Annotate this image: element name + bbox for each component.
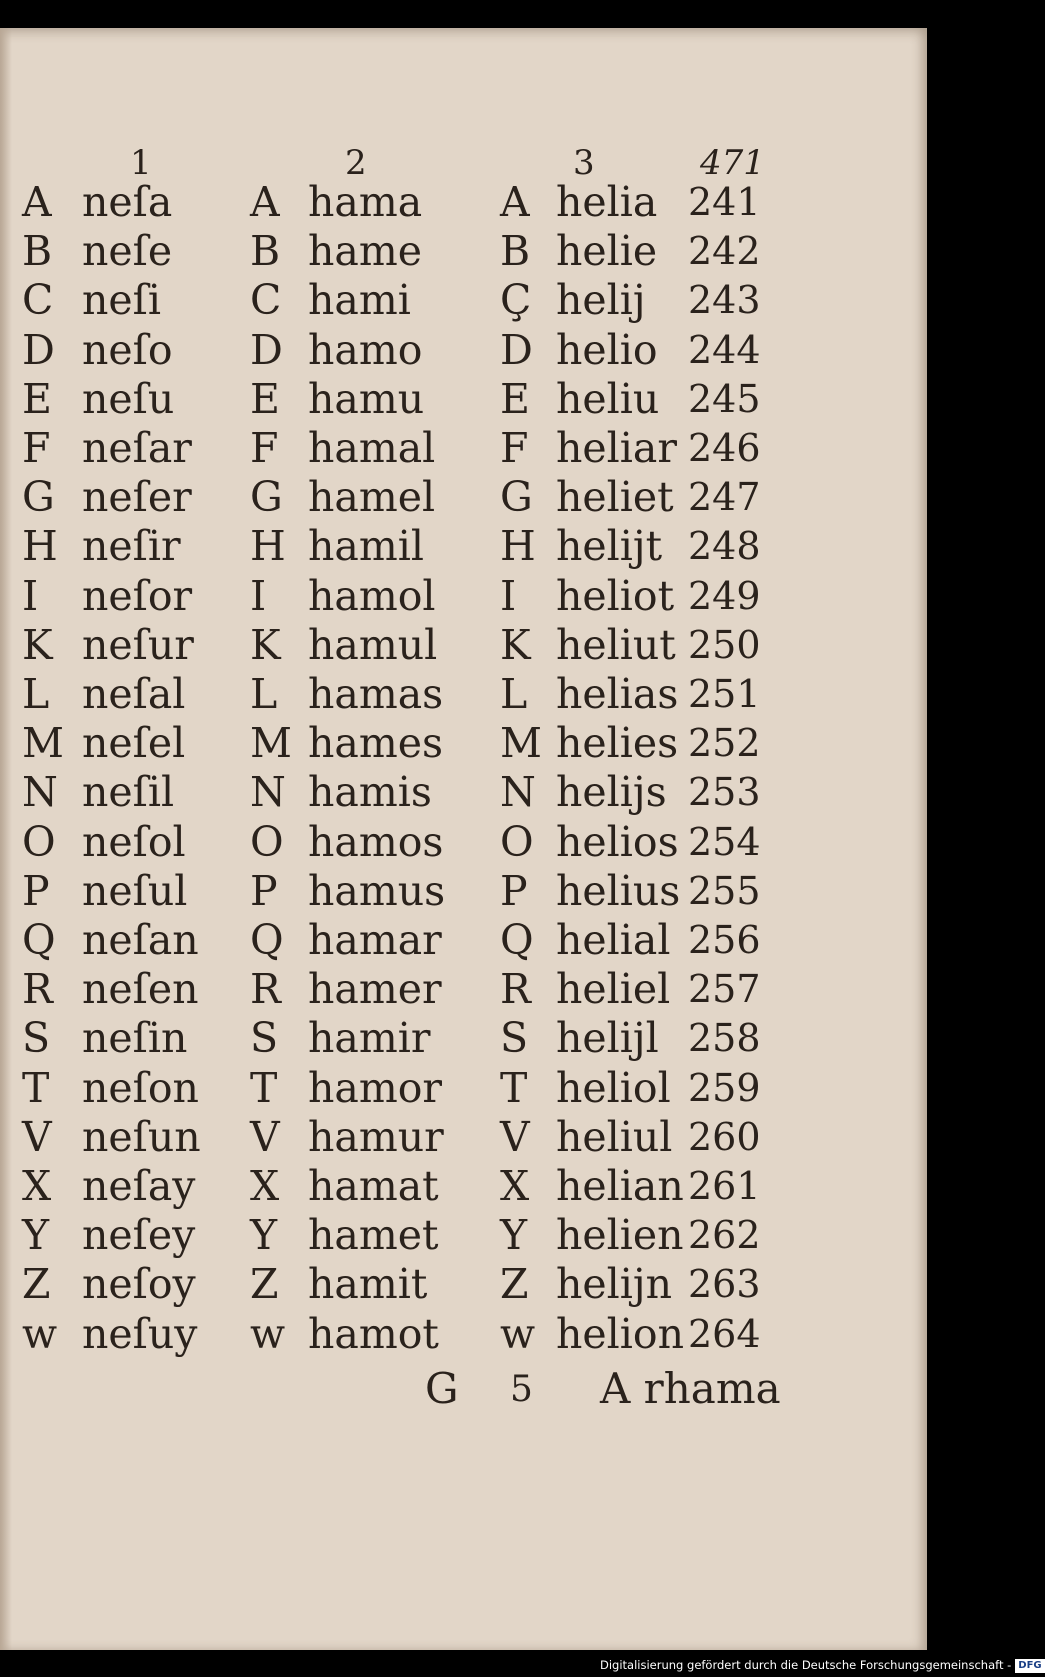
- row-word-col1: neſur: [82, 620, 194, 669]
- row-letter-col2: G: [250, 473, 283, 522]
- table-row: [0, 768, 927, 817]
- row-letter-col3: E: [500, 374, 530, 423]
- table-row: [0, 178, 927, 227]
- row-letter-col3: T: [500, 1063, 528, 1112]
- row-number: 253: [688, 770, 761, 815]
- row-letter-col3: Q: [500, 916, 534, 964]
- row-letter-col3: N: [500, 768, 536, 817]
- row-letter-col2: K: [250, 620, 281, 669]
- row-letter-col3: D: [500, 325, 533, 374]
- table-row: [0, 670, 927, 719]
- row-number: 256: [688, 918, 761, 962]
- row-letter-col1: C: [22, 276, 54, 325]
- row-letter-col1: R: [22, 965, 53, 1014]
- catchword: A rhama: [600, 1364, 781, 1413]
- row-word-col1: neſon: [82, 1063, 199, 1112]
- row-letter-col2: Q: [250, 916, 284, 964]
- row-letter-col2: T: [250, 1063, 278, 1112]
- row-word-col2: hamat: [308, 1162, 439, 1210]
- row-letter-col1: Y: [22, 1211, 50, 1260]
- table-row: [0, 1162, 927, 1211]
- row-letter-col3: I: [500, 571, 517, 620]
- row-number: 259: [688, 1065, 761, 1110]
- row-word-col2: hamit: [308, 1260, 428, 1309]
- table-row: [0, 522, 927, 571]
- row-letter-col2: R: [250, 965, 281, 1014]
- row-word-col2: hamel: [308, 473, 436, 522]
- table-row: [0, 1260, 927, 1309]
- credit-text: Digitalisierung gefördert durch die Deutsche Forschungsgemeinschaft -: [600, 1658, 1012, 1672]
- row-letter-col1: S: [22, 1014, 51, 1063]
- row-word-col2: hamis: [308, 768, 432, 817]
- row-word-col1: neſen: [82, 965, 199, 1014]
- row-letter-col2: O: [250, 817, 284, 866]
- row-word-col1: neſay: [82, 1162, 196, 1210]
- row-word-col1: neſuy: [82, 1309, 198, 1358]
- table-row: [0, 473, 927, 522]
- row-letter-col3: R: [500, 965, 531, 1014]
- row-word-col2: hamus: [308, 866, 446, 915]
- row-letter-col1: Q: [22, 916, 56, 964]
- table-row: [0, 867, 927, 916]
- column-header-2: 2: [345, 143, 367, 183]
- signature-number: 5: [510, 1369, 533, 1410]
- row-letter-col1: Z: [22, 1260, 51, 1309]
- row-word-col1: neſol: [82, 817, 186, 866]
- row-letter-col1: I: [22, 571, 39, 620]
- row-letter-col3: O: [500, 817, 534, 866]
- row-letter-col2: H: [250, 522, 286, 571]
- column-header-1: 1: [130, 143, 152, 183]
- row-letter-col3: L: [500, 670, 528, 718]
- table-row: [0, 375, 927, 424]
- row-word-col2: hamu: [308, 374, 425, 423]
- row-number: 242: [688, 229, 761, 274]
- row-letter-col2: D: [250, 325, 283, 374]
- row-word-col1: neſan: [82, 916, 199, 964]
- row-word-col2: hamul: [308, 620, 438, 669]
- row-number: 249: [688, 573, 761, 618]
- row-word-col1: neſor: [82, 571, 193, 620]
- row-word-col1: neſun: [82, 1112, 201, 1161]
- row-letter-col3: Ç: [500, 276, 532, 325]
- row-word-col2: hamir: [308, 1014, 431, 1063]
- row-number: 258: [688, 1016, 761, 1061]
- row-word-col3: heliul: [556, 1112, 673, 1161]
- row-word-col3: helia: [556, 178, 658, 226]
- row-letter-col3: Z: [500, 1260, 529, 1309]
- book-page: [0, 28, 927, 1650]
- row-letter-col3: H: [500, 522, 536, 571]
- row-word-col3: heliot: [556, 571, 675, 620]
- row-letter-col2: B: [250, 227, 281, 276]
- digitization-credit: [600, 1655, 1042, 1675]
- row-word-col2: hamor: [308, 1063, 443, 1112]
- row-letter-col2: L: [250, 670, 278, 718]
- row-word-col3: helius: [556, 866, 681, 915]
- row-word-col3: helies: [556, 719, 679, 768]
- row-letter-col2: P: [250, 866, 278, 915]
- row-letter-col2: M: [250, 719, 292, 768]
- row-number: 248: [688, 524, 761, 569]
- row-word-col3: helijt: [556, 522, 663, 571]
- row-letter-col1: N: [22, 768, 58, 817]
- row-number: 243: [688, 278, 761, 323]
- row-word-col2: hamur: [308, 1112, 444, 1161]
- row-letter-col2: F: [250, 424, 279, 472]
- row-letter-col3: G: [500, 473, 533, 522]
- row-letter-col1: O: [22, 817, 56, 866]
- row-word-col3: heliar: [556, 424, 677, 472]
- row-word-col2: hamil: [308, 522, 424, 571]
- row-letter-col1: H: [22, 522, 58, 571]
- row-word-col1: neſe: [82, 227, 173, 276]
- row-word-col2: hamos: [308, 817, 444, 866]
- row-word-col2: hamer: [308, 965, 442, 1014]
- row-word-col1: neſin: [82, 1014, 188, 1063]
- row-letter-col1: T: [22, 1063, 50, 1112]
- row-word-col2: hama: [308, 178, 423, 226]
- table-row: [0, 276, 927, 325]
- row-letter-col1: E: [22, 374, 52, 423]
- row-word-col3: helios: [556, 817, 679, 866]
- row-letter-col1: D: [22, 325, 55, 374]
- row-word-col3: helias: [556, 670, 679, 718]
- row-letter-col2: C: [250, 276, 282, 325]
- row-letter-col3: K: [500, 620, 531, 669]
- row-number: 260: [688, 1114, 761, 1159]
- row-word-col1: neſul: [82, 866, 188, 915]
- row-word-col3: heliet: [556, 473, 674, 522]
- row-letter-col2: N: [250, 768, 286, 817]
- row-word-col1: neſel: [82, 719, 186, 768]
- row-letter-col2: w: [250, 1309, 286, 1358]
- table-row: [0, 916, 927, 965]
- row-word-col2: hames: [308, 719, 444, 768]
- row-letter-col1: F: [22, 424, 51, 472]
- row-letter-col1: w: [22, 1309, 58, 1358]
- row-word-col2: hami: [308, 276, 411, 325]
- row-word-col3: heliel: [556, 965, 671, 1014]
- row-word-col3: helian: [556, 1162, 684, 1210]
- signature-mark: G: [425, 1364, 459, 1413]
- row-letter-col2: Y: [250, 1211, 278, 1260]
- row-word-col1: neſi: [82, 276, 161, 325]
- row-letter-col3: A: [500, 178, 530, 226]
- row-word-col3: helion: [556, 1309, 684, 1358]
- column-header-3: 3: [573, 143, 595, 183]
- row-number: 255: [688, 868, 761, 913]
- row-word-col2: hamot: [308, 1309, 439, 1358]
- table-row: [0, 1113, 927, 1162]
- row-word-col3: helien: [556, 1211, 684, 1260]
- row-letter-col1: X: [22, 1162, 52, 1210]
- row-word-col1: neſey: [82, 1211, 196, 1260]
- row-word-col2: hamet: [308, 1211, 439, 1260]
- row-number: 245: [688, 376, 761, 421]
- row-letter-col3: F: [500, 424, 529, 472]
- row-letter-col3: S: [500, 1014, 529, 1063]
- row-number: 250: [688, 622, 761, 667]
- row-word-col2: hame: [308, 227, 422, 276]
- table-row: [0, 227, 927, 276]
- row-word-col1: neſo: [82, 325, 173, 374]
- row-word-col2: hamal: [308, 424, 436, 472]
- row-word-col1: neſir: [82, 522, 181, 571]
- row-letter-col2: E: [250, 374, 280, 423]
- row-word-col3: heliut: [556, 620, 676, 669]
- row-letter-col3: P: [500, 866, 528, 915]
- row-word-col3: helio: [556, 325, 658, 374]
- row-number: 261: [688, 1164, 761, 1208]
- row-number: 252: [688, 721, 761, 766]
- row-word-col2: hamo: [308, 325, 423, 374]
- table-row: [0, 1064, 927, 1113]
- row-word-col2: hamas: [308, 670, 444, 718]
- row-word-col3: heliol: [556, 1063, 671, 1112]
- row-letter-col3: V: [500, 1112, 530, 1161]
- row-number: 264: [688, 1311, 761, 1356]
- table-row: [0, 1211, 927, 1260]
- row-letter-col2: S: [250, 1014, 279, 1063]
- row-word-col1: neſu: [82, 374, 175, 423]
- row-number: 263: [688, 1262, 761, 1307]
- row-number: 254: [688, 819, 761, 864]
- table-row: [0, 424, 927, 473]
- row-number: 241: [688, 180, 761, 224]
- row-number: 262: [688, 1213, 761, 1258]
- row-word-col3: heliu: [556, 374, 660, 423]
- table-row: [0, 572, 927, 621]
- row-number: 244: [688, 327, 761, 372]
- row-letter-col3: X: [500, 1162, 530, 1210]
- row-letter-col3: w: [500, 1309, 536, 1358]
- row-number: 246: [688, 426, 761, 470]
- row-word-col3: helie: [556, 227, 658, 276]
- row-word-col3: helijl: [556, 1014, 659, 1063]
- row-word-col1: neſer: [82, 473, 192, 522]
- table-row: [0, 1014, 927, 1063]
- row-word-col1: neſoy: [82, 1260, 196, 1309]
- table-row: [0, 1310, 927, 1359]
- table-row: [0, 719, 927, 768]
- row-letter-col1: V: [22, 1112, 52, 1161]
- row-word-col3: helij: [556, 276, 646, 325]
- row-letter-col2: I: [250, 571, 267, 620]
- page-number: 471: [700, 143, 765, 183]
- table-row: [0, 818, 927, 867]
- row-letter-col1: M: [22, 719, 64, 768]
- row-letter-col1: B: [22, 227, 53, 276]
- row-letter-col3: Y: [500, 1211, 528, 1260]
- row-letter-col1: P: [22, 866, 50, 915]
- row-word-col1: neſa: [82, 178, 173, 226]
- row-letter-col2: V: [250, 1112, 280, 1161]
- row-letter-col1: A: [22, 178, 52, 226]
- row-word-col1: neſal: [82, 670, 186, 718]
- row-letter-col1: L: [22, 670, 50, 718]
- row-letter-col2: Z: [250, 1260, 279, 1309]
- table-row: [0, 621, 927, 670]
- row-number: 257: [688, 967, 761, 1012]
- table-row: [0, 326, 927, 375]
- row-word-col3: helial: [556, 916, 671, 964]
- row-letter-col1: K: [22, 620, 53, 669]
- row-word-col1: neſil: [82, 768, 175, 817]
- row-word-col2: hamol: [308, 571, 436, 620]
- row-number: 247: [688, 475, 761, 520]
- dfg-logo: DFG: [1015, 1659, 1044, 1673]
- row-letter-col3: M: [500, 719, 542, 768]
- row-letter-col2: X: [250, 1162, 280, 1210]
- row-word-col3: helijs: [556, 768, 667, 817]
- row-word-col1: neſar: [82, 424, 192, 472]
- row-number: 251: [688, 672, 761, 716]
- row-word-col2: hamar: [308, 916, 442, 964]
- table-row: [0, 965, 927, 1014]
- row-letter-col1: G: [22, 473, 55, 522]
- row-word-col3: helijn: [556, 1260, 673, 1309]
- row-letter-col3: B: [500, 227, 531, 276]
- row-letter-col2: A: [250, 178, 280, 226]
